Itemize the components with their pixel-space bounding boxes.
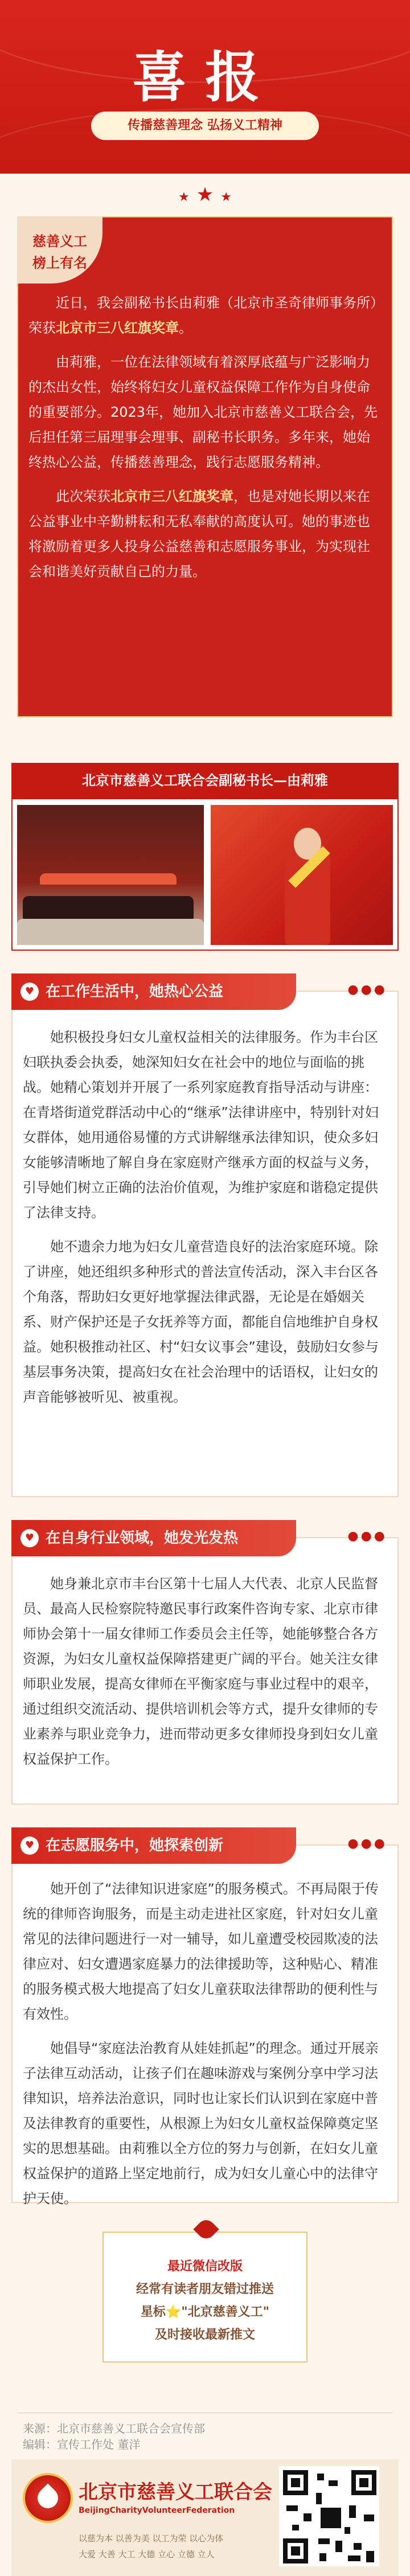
- intro-tag-line1: 慈善义工: [32, 233, 87, 249]
- section-heading-text: 在志愿服务中，她探索创新: [46, 1837, 224, 1854]
- stars-divider: [0, 183, 410, 206]
- section-heading: [11, 1827, 296, 1864]
- header-banner: [0, 0, 410, 174]
- section-body: [23, 1025, 387, 1419]
- section-heading: [11, 1520, 296, 1556]
- intro-text-span: ，也是对她长期以来在公益事业中辛勤耕耘和无私奉献的高度认可。她的事迹也将激励着更多人投身公益慈善和志愿服务事业，为实现社会和谐美好贡献自己的力量。: [28, 488, 370, 580]
- award-name: 北京市三八红旗奖章: [56, 320, 179, 336]
- dots-decoration: ●●●: [347, 1837, 387, 1851]
- section-heading-text: 在自身行业领域，她发光发热: [46, 1530, 239, 1547]
- org-motto: 大爱 大善 大工 大德 立心 立德 立人: [79, 2549, 215, 2559]
- section-body: [23, 1571, 387, 1781]
- section-paragraph: 她倡导“家庭法治教育从娃娃抓起”的理念。通过开展亲子法律互动活动，让孩子们在趣味游戏与案例分享中学习法律知识，培养法治意识，同时也让家长们认识到在家庭中普及法律教育的重要性，从根源上为妇女儿童权益保障奠定坚实的思想基础。由莉雅以全方位的努力与创新，在妇女儿童权益保护的道路上坚定地前行，成为妇女儿童心中的法律守护天使。: [23, 2040, 379, 2207]
- intro-tag-line2: 榜上有名: [32, 255, 87, 271]
- intro-text-span: 此次荣获: [56, 488, 110, 504]
- section-paragraph: 她身兼北京市丰台区第十七届人大代表、北京人民监督员、最高人民检察院特邀民事行政案件咨询专家、北京市律师协会第十一届女律师工作委员会主任等，她能够整合各方资源，为妇女儿童权益保障搭建更广阔的平台。她关注女律师职业发展，提高女律师在平衡家庭与事业过程中的艰辛，通过组织交流活动、提供培训机会等方式，提升女律师的专业素养与职业竞争力，进而带动更多女律师投身到妇女儿童权益保护工作。: [23, 1576, 378, 1767]
- heart-icon: ♥: [20, 1529, 39, 1547]
- intro-text: [28, 290, 382, 593]
- org-name-cn: 北京市慈善义工联合会: [79, 2481, 272, 2504]
- follow-title: 最近微信改版: [167, 2259, 243, 2274]
- section-paragraph: 她不遗余力地为妇女儿童营造良好的法治家庭环境。除了讲座，她还组织多种形式的普法宣传活动，深入丰台区各个角落，帮助妇女更好地掌握法律武器，无论是在婚姻关系、财产保护还是子女抚养等方面，都能自信地维护自身权益。她积极推动社区、村“妇女议事会”建设，鼓励妇女参与基层事务决策，提高妇女在社会治理中的话语权，让妇女的声音能够被听见、被重视。: [23, 1239, 379, 1405]
- photo-portrait: [211, 805, 393, 945]
- org-motto: 以慈为本 以善为美 以工为荣 以心为体: [79, 2533, 224, 2544]
- leaf-icon: [193, 2216, 219, 2242]
- section-heading: [11, 973, 296, 1010]
- intro-paragraph: 由莉雅，一位在法律领域有着深厚底蕴与广泛影响力的杰出女性，始终将妇女儿童权益保障工作作为自身使命的重要部分。2023年，她加入北京市慈善义工联合会，先后担任第三届理事会理事、副秘书长职务。多年来，她始终热心公益，传播慈善理念，践行志愿服务精神。: [28, 354, 378, 470]
- intro-paragraph: [28, 484, 382, 584]
- dots-decoration: ●●●: [347, 983, 387, 997]
- star-icon: ★: [220, 190, 232, 204]
- follow-box: [102, 2232, 308, 2363]
- section-paragraph: 她积极投身妇女儿童权益相关的法律服务。作为丰台区妇联执委会执委，她深知妇女在社会中的地位与面临的挑战。她精心策划并开展了一系列家庭教育指导活动与讲座：在青塔街道党群活动中心的“继承”法律讲座中，特别针对妇女群体，她用通俗易懂的方式讲解继承法律知识，使众多妇女能够清晰地了解自身在家庭财产继承方面的权益与义务，引导她们树立正确的法治价值观，为维护家庭和谐稳定提供了法律支持。: [23, 1029, 379, 1221]
- section-paragraph: 她开创了“法律知识进家庭”的服务模式。不再局限于传统的律师咨询服务，而是主动走进社区家庭，针对妇女儿童常见的法律问题进行一对一辅导，如儿童遭受校园欺凌的法律应对、妇女遭遇家庭暴力的法律援助等，这种贴心、精准的服务模式极大地提高了妇女儿童获取法律帮助的便利性与有效性。: [23, 1881, 379, 2022]
- qr-code[interactable]: [279, 2466, 379, 2566]
- source-text: 来源：北京市慈善义工联合会宣传部: [23, 2422, 205, 2435]
- photo-award-ceremony: [17, 805, 204, 945]
- dots-decoration: ●●●: [347, 1529, 387, 1543]
- photo-caption: 北京市慈善义工联合会副秘书长—由莉雅: [11, 763, 399, 798]
- award-name: 北京市三八红旗奖章: [110, 488, 233, 504]
- editor-text: 编辑：宣传工作处 董洋: [23, 2438, 141, 2451]
- intro-paragraph: [28, 290, 382, 340]
- follow-line: 星标⭐"北京慈善义工": [140, 2305, 270, 2319]
- star-icon: ★: [196, 183, 214, 206]
- header-slogan: 传播慈善理念 弘扬义工精神: [91, 112, 319, 140]
- page-title: 喜报: [132, 45, 278, 109]
- follow-line: 经常有读者朋友错过推送: [136, 2282, 274, 2296]
- section-body: [23, 1876, 387, 2220]
- section-heading-text: 在工作生活中，她热心公益: [46, 983, 224, 1000]
- federation-logo: [23, 2473, 73, 2523]
- follow-line: 及时接收最新推文: [154, 2328, 255, 2342]
- heart-icon: ♥: [20, 983, 39, 1001]
- heart-icon: ♥: [20, 1837, 39, 1855]
- intro-text-span: 近日，我会副秘书长由莉雅（北京市圣奇律师事务所）荣获: [28, 295, 377, 336]
- footer: [11, 2459, 399, 2576]
- star-icon: ★: [178, 190, 190, 204]
- org-name-en: BeijingCharityVolunteerFederation: [79, 2506, 235, 2515]
- intro-text-span: 。: [179, 320, 192, 336]
